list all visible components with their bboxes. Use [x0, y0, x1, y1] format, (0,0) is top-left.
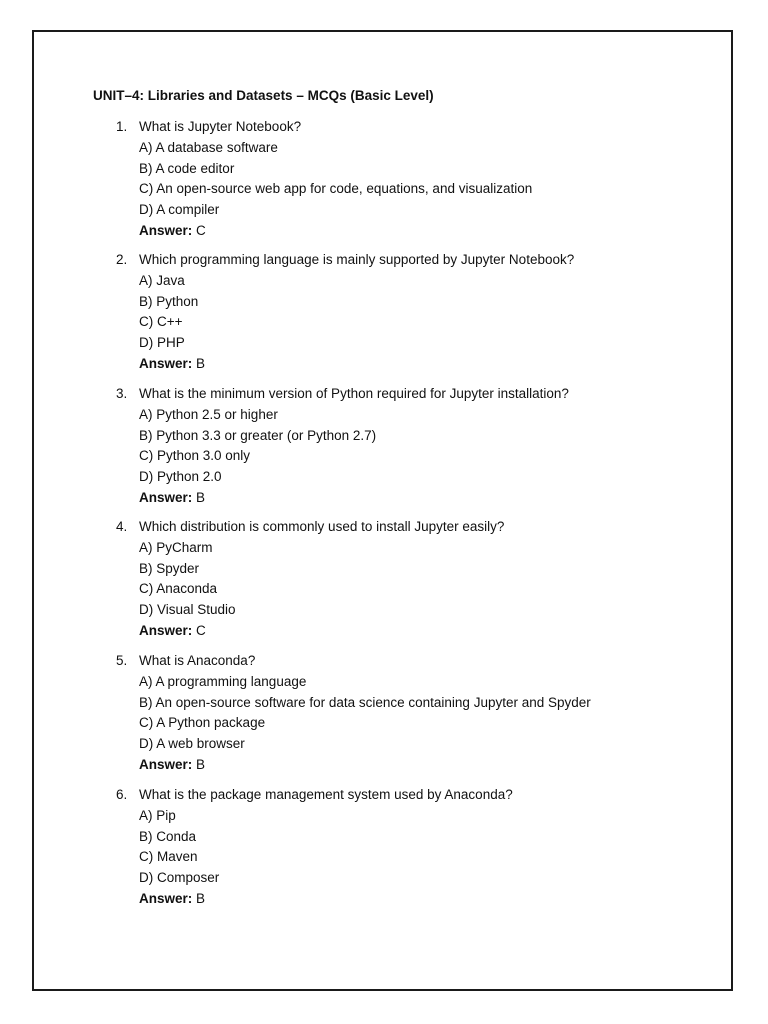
option-b: B) Python 3.3 or greater (or Python 2.7): [139, 427, 377, 443]
option-c: C) An open-source web app for code, equations, and visualization: [139, 181, 533, 197]
option-a: A) Java: [139, 272, 185, 288]
answer-value: B: [196, 489, 206, 505]
question-text: What is Anaconda?: [139, 653, 256, 668]
option-a: A) A programming language: [139, 673, 307, 689]
question-text: What is the package management system used by Anaconda?: [139, 787, 513, 802]
option-a: A) A database software: [139, 139, 278, 155]
answer-label: Answer:: [139, 222, 193, 238]
answer-label: Answer:: [139, 355, 193, 371]
question-body: [139, 250, 574, 375]
question-body: [139, 384, 569, 509]
question-body: [139, 785, 513, 910]
option-c: C) C++: [139, 314, 183, 330]
answer-value: C: [196, 622, 206, 638]
answer-label: Answer:: [139, 756, 193, 772]
question-body: [139, 517, 504, 642]
option-d: D) PHP: [139, 335, 185, 351]
question-text: Which programming language is mainly supported by Jupyter Notebook?: [139, 252, 575, 267]
option-d: D) Visual Studio: [139, 602, 236, 618]
option-c: C) Anaconda: [139, 581, 218, 597]
option-c: C) Maven: [139, 849, 198, 865]
answer-value: C: [196, 222, 206, 238]
question-number: 4.: [116, 519, 128, 534]
question-number: 2.: [116, 252, 128, 267]
question-text: What is the minimum version of Python required for Jupyter installation?: [139, 386, 569, 401]
option-d: D) A compiler: [139, 202, 220, 218]
question-text: What is Jupyter Notebook?: [139, 119, 302, 134]
question-body: [139, 117, 532, 242]
answer-line: [139, 621, 504, 642]
answer-value: B: [196, 890, 206, 906]
question-number: 5.: [116, 653, 128, 668]
option-c: C) Python 3.0 only: [139, 448, 251, 464]
answer-value: B: [196, 756, 206, 772]
question-number: 6.: [116, 787, 128, 802]
question-body: [139, 651, 591, 776]
question-text: Which distribution is commonly used to install Jupyter easily?: [139, 519, 505, 534]
answer-value: B: [196, 355, 206, 371]
option-a: A) PyCharm: [139, 539, 213, 555]
option-d: D) Python 2.0: [139, 469, 222, 485]
question-number: 1.: [116, 119, 128, 134]
option-b: B) Conda: [139, 828, 197, 844]
option-a: A) Python 2.5 or higher: [139, 406, 278, 422]
answer-line: [139, 488, 569, 509]
option-d: D) A web browser: [139, 736, 245, 752]
document-title: UNIT–4: Libraries and Datasets – MCQs (Basic Level): [93, 88, 434, 103]
option-c: C) A Python package: [139, 715, 266, 731]
option-b: B) Spyder: [139, 560, 200, 576]
option-a: A) Pip: [139, 807, 176, 823]
option-b: B) An open-source software for data science containing Jupyter and Spyder: [139, 694, 591, 710]
answer-line: [139, 889, 513, 910]
answer-label: Answer:: [139, 489, 193, 505]
answer-label: Answer:: [139, 622, 193, 638]
answer-line: [139, 354, 574, 375]
answer-line: [139, 221, 532, 242]
option-d: D) Composer: [139, 870, 220, 886]
answer-label: Answer:: [139, 890, 193, 906]
answer-line: [139, 755, 591, 776]
question-number: 3.: [116, 386, 128, 401]
option-b: B) A code editor: [139, 160, 235, 176]
option-b: B) Python: [139, 293, 199, 309]
